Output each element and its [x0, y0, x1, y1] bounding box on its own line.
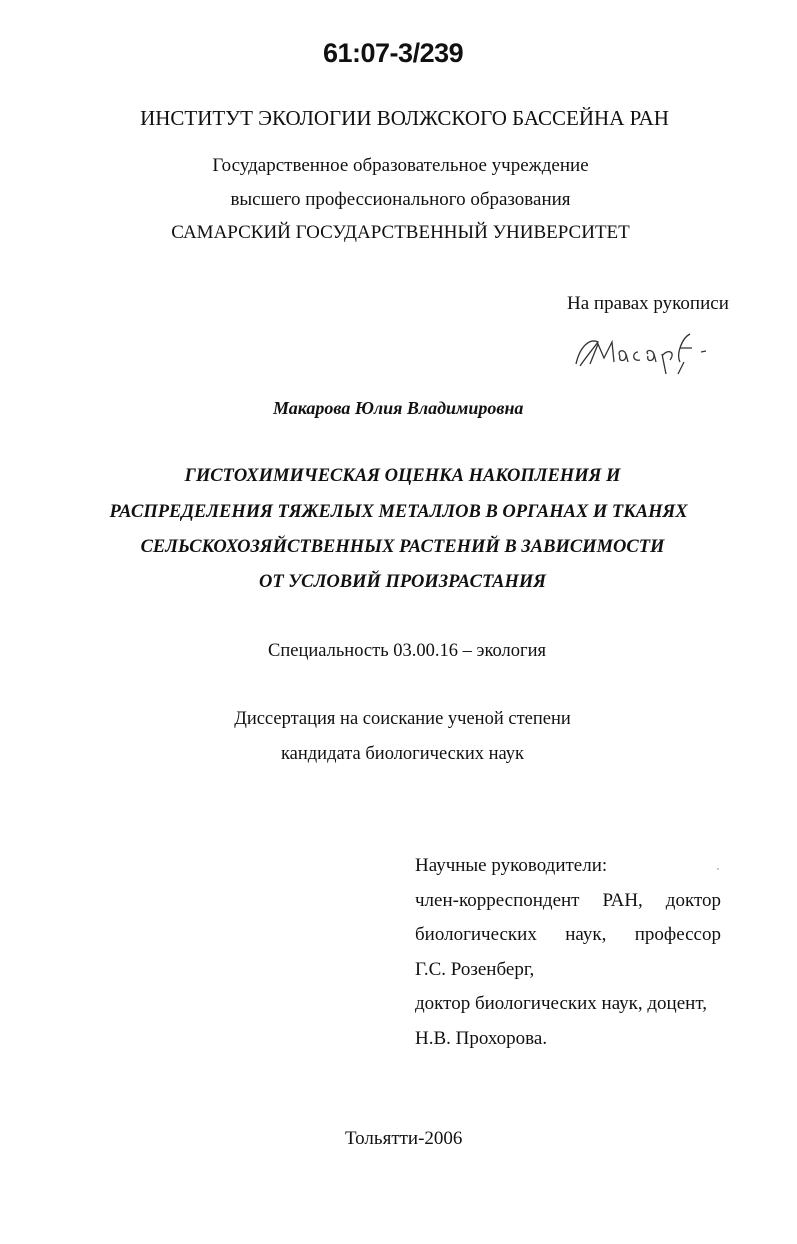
supervisors-block: [415, 849, 721, 1056]
supervisor-line-1: член-корреспондент РАН, доктор: [415, 889, 721, 911]
manuscript-note: На правах рукописи: [567, 293, 729, 314]
specialty: Специальность 03.00.16 – экология: [268, 641, 546, 661]
dissertation-title-line-1: ГИСТОХИМИЧЕСКАЯ ОЦЕНКА НАКОПЛЕНИЯ И: [184, 466, 621, 486]
institute-name: ИНСТИТУТ ЭКОЛОГИИ ВОЛЖСКОГО БАССЕЙНА РАН: [140, 106, 669, 130]
author-signature: [568, 324, 708, 376]
author-name: Макарова Юлия Владимировна: [273, 398, 524, 418]
degree-line-2: кандидата биологических наук: [280, 744, 525, 764]
dissertation-title-line-2: РАСПРЕДЕЛЕНИЯ ТЯЖЕЛЫХ МЕТАЛЛОВ В ОРГАНАХ И ТКАНЯХ: [109, 502, 688, 522]
supervisor-line-3: Г.С. Розенберг,: [415, 958, 535, 980]
dissertation-title-line-3: СЕЛЬСКОХОЗЯЙСТВЕННЫХ РАСТЕНИЙ В ЗАВИСИМОСТИ: [140, 537, 665, 557]
degree-line-1: Диссертация на соискание ученой степени: [234, 709, 571, 729]
university-line-1: Государственное образовательное учреждение: [212, 155, 589, 176]
supervisor-line-5: Н.В. Прохорова.: [415, 1027, 548, 1049]
supervisors-heading: Научные руководители:: [415, 855, 608, 876]
supervisor-line-2: биологических наук, профессор: [415, 924, 721, 945]
university-line-2: высшего профессионального образования: [230, 189, 571, 210]
scan-artifact: [717, 868, 719, 870]
catalog-number: 61:07-3/239: [323, 38, 464, 68]
dissertation-title-line-4: ОТ УСЛОВИЙ ПРОИЗРАСТАНИЯ: [258, 572, 547, 592]
supervisor-line-4: доктор биологических наук, доцент,: [415, 993, 707, 1014]
city-year: Тольятти-2006: [345, 1128, 463, 1149]
university-name: САМАРСКИЙ ГОСУДАРСТВЕННЫЙ УНИВЕРСИТЕТ: [171, 222, 630, 243]
